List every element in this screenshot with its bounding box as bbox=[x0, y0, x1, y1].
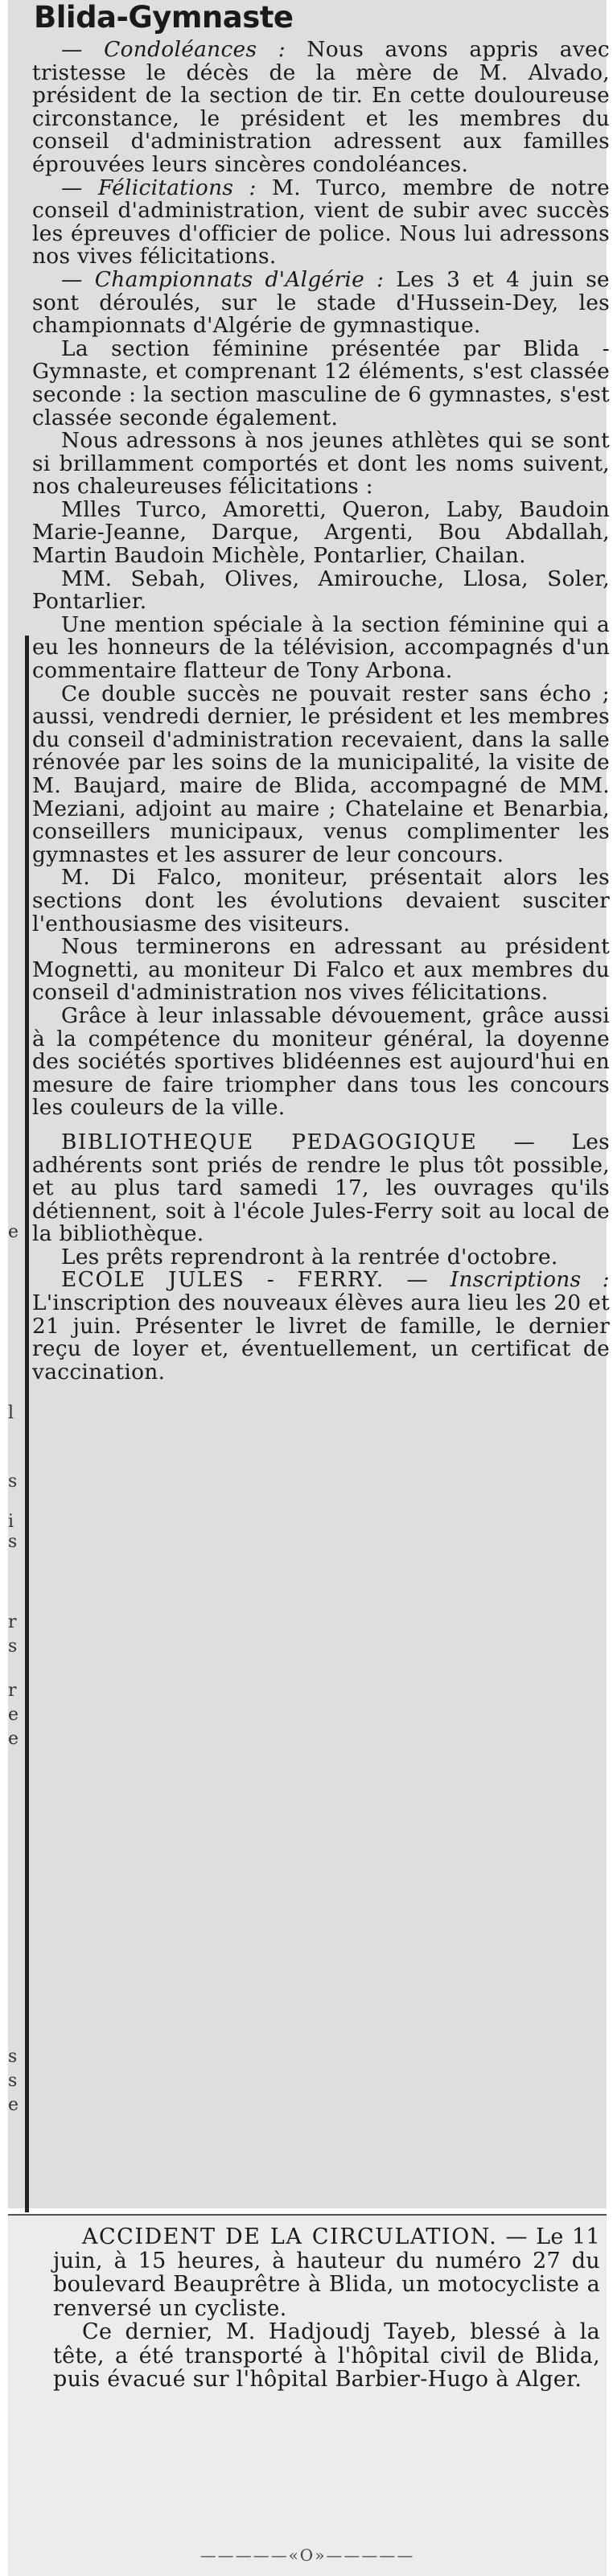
edge-letter: s bbox=[8, 1532, 18, 1552]
rubric-label: — Championnats d'Algérie : bbox=[61, 266, 385, 292]
paragraph: Ce dernier, M. Hadjoudj Tayeb, blessé à la tête, a été transporté à l'hôpital civil de Blida, puis évacué sur l'hôpital Barbier-Hugo à Alger. bbox=[53, 2319, 600, 2392]
paragraph-text: M. Turco, membre de notre conseil d'administration, vient de subir avec succès les épreuves d'officier de police. Nous lui adressons nos vives félicitations. bbox=[32, 175, 610, 270]
edge-letter: r bbox=[8, 1612, 17, 1632]
paragraph-text: Les 3 et 4 juin se sont déroulés, sur le stade d'Hussein-Dey, les championnats d'Algérie de gymnastique. bbox=[32, 266, 610, 339]
section-heading: ACCIDENT DE LA CIRCULATION. bbox=[82, 2224, 498, 2249]
paragraph: Ce double succès ne pouvait rester sans écho ; aussi, vendredi dernier, le président et les membres du conseil d'administration recevaient, dans la salle rénovée par les soins de la municipalité, la visite de M. Baujard, maire de Blida, accompagné de MM. Meziani, adjoint au maire ; Chatelaine et Benarbia, conseillers municipaux, venus complimenter les gymnastes et les assurer de leur concours. bbox=[32, 681, 610, 867]
accident-paragraph bbox=[53, 2225, 600, 2320]
paragraph: Grâce à leur inlassable dévouement, grâce aussi à la compétence du moniteur général, la doyenne des sociétés sportives blidéennes est aujourd'hui en mesure de faire triompher dans tous les concours les couleurs de la ville. bbox=[32, 1002, 610, 1121]
paragraph: M. Di Falco, moniteur, présentait alors les sections dont les évolutions devaient susciter l'enthousiasme des visiteurs. bbox=[32, 865, 610, 936]
ecole-paragraph bbox=[32, 1269, 610, 1384]
felicitations-paragraph bbox=[32, 177, 610, 269]
accident-clipping bbox=[8, 2214, 607, 2576]
article-column bbox=[32, 0, 610, 2208]
section-heading: BIBLIOTHEQUE PEDAGOGIQUE bbox=[61, 1129, 478, 1154]
edge-letter: i bbox=[8, 1512, 14, 1532]
paragraph: Nous adressons à nos jeunes athlètes qui se sont si brillamment comportés et dont les noms suivent, nos chaleureuses félicitations : bbox=[32, 428, 610, 500]
edge-letter: s bbox=[8, 2047, 18, 2067]
edge-letter: s bbox=[8, 1636, 18, 1656]
edge-letter: r bbox=[8, 1681, 17, 1701]
edge-letter: l bbox=[8, 1403, 14, 1423]
edge-letter: e bbox=[8, 1222, 19, 1242]
paragraph-text: — Les adhérents sont priés de rendre le plus tôt possible, et au plus tard samedi 17, les ouvrages qu'ils détiennent, soit à l'école Jules-Ferry soit au local de la bibliothèque. bbox=[32, 1129, 610, 1247]
championnats-paragraph bbox=[32, 266, 610, 339]
paragraph-text: — Le 11 juin, à 15 heures, à hauteur du numéro 27 du boulevard Beauprêtre à Blida, un motocycliste a renversé un cycliste. bbox=[53, 2224, 600, 2321]
column-rule bbox=[25, 636, 29, 2212]
rubric-label: — Condoléances : bbox=[61, 37, 286, 62]
edge-letter: e bbox=[8, 2095, 19, 2115]
section-heading: ECOLE JULES - FERRY. — bbox=[61, 1267, 430, 1293]
paragraph: Nous terminerons en adressant au président Mognetti, au moniteur Di Falco et aux membres du conseil d'administration nos vives félicitations. bbox=[32, 934, 610, 1006]
edge-letter: e bbox=[8, 1729, 19, 1749]
bibliotheque-paragraph bbox=[32, 1131, 610, 1246]
article-body bbox=[32, 39, 610, 1384]
edge-letter: s bbox=[8, 2071, 18, 2091]
paragraph: Mlles Turco, Amoretti, Queron, Laby, Baudoin Marie-Jeanne, Darque, Argenti, Bou Abdallah, Martin Baudoin Michèle, Pontarlier, Chailan. bbox=[32, 496, 610, 569]
paragraph-text: L'inscription des nouveaux élèves aura lieu les 20 et 21 juin. Présenter le livret de famille, le dernier reçu de loyer et, éventuellement, un certificat de vaccination. bbox=[32, 1290, 610, 1385]
ornament-divider: —————«O»————— bbox=[200, 2545, 415, 2565]
paragraph: Les prêts reprendront à la rentrée d'octobre. bbox=[61, 1244, 558, 1269]
article-title: Blida-Gymnaste bbox=[34, 0, 294, 35]
edge-letter: s bbox=[8, 1471, 18, 1492]
rubric-label: — Félicitations : bbox=[61, 175, 257, 200]
accident-body bbox=[53, 2225, 600, 2392]
rubric-label: Inscriptions : bbox=[429, 1267, 610, 1293]
paragraph: Une mention spéciale à la section féminine qui a eu les honneurs de la télévision, accompagnés d'un commentaire flatteur de Tony Arbona. bbox=[32, 611, 610, 684]
edge-letter: e bbox=[8, 1705, 19, 1725]
condoleances-paragraph bbox=[32, 39, 610, 177]
paragraph: MM. Sebah, Olives, Amirouche, Llosa, Soler, Pontarlier. bbox=[32, 566, 610, 615]
paragraph-text: Nous avons appris avec tristesse le décès de la mère de M. Alvado, président de la section de tir. En cette douloureuse circonstance, le président et les membres du conseil d'administration adressent aux familles éprouvées leurs sincères condoléances. bbox=[32, 37, 610, 177]
paragraph: La section féminine présentée par Blida - Gymnaste, et comprenant 12 éléments, s'est classée seconde : la section masculine de 6 gymnastes, s'est classée seconde également. bbox=[32, 335, 610, 430]
